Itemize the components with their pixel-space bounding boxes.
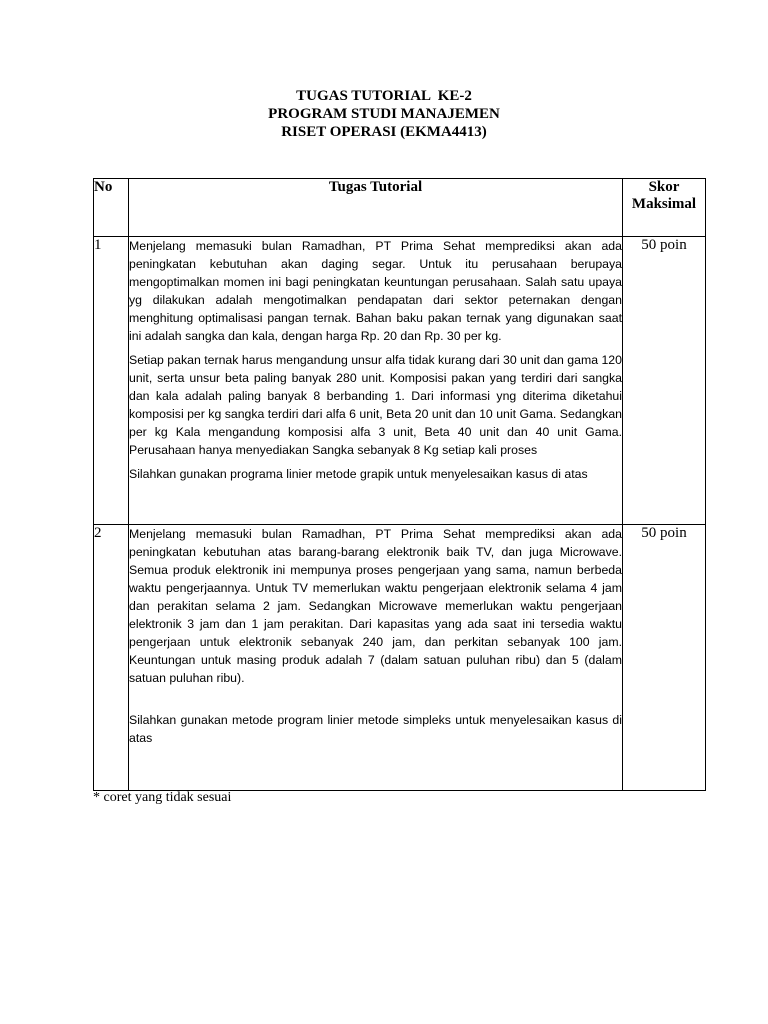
header-task: Tugas Tutorial (129, 179, 623, 237)
title-line-1: TUGAS TUTORIAL KE-2 (296, 88, 472, 104)
row-number: 2 (94, 525, 129, 791)
header-score: Skor Maksimal (623, 179, 706, 237)
footnote: * coret yang tidak sesuai (93, 790, 232, 805)
row-number: 1 (94, 237, 129, 525)
table-row (94, 525, 706, 791)
task-paragraph: Menjelang memasuki bulan Ramadhan, PT Prima Sehat memprediksi akan ada peningkatan kebutuhan atas barang-barang elektronik baik TV, dan juga Microwave. Semua produk elektronik ini mempunya proses pengerjaan yang sama, namun berbeda waktu pengerjaannya. Untuk TV memerlukan waktu pengerjaan elektronik selama 4 jam dan perakitan selama 2 jam. Sedangkan Microwave memerlukan waktu pengerjaan elektronik 3 jam dan 1 jam perakitan. Dari kapasitas yang ada saat ini tersedia waktu pengerjaan untuk elektronik sebanyak 240 jam, dan perkitan sebanyak 100 jam. Keuntungan untuk masing produk adalah 7 (dalam satuan puluhan ribu) dan 5 (dalam satuan puluhan ribu). (129, 527, 622, 685)
document-title (0, 87, 768, 141)
header-no: No (94, 179, 129, 237)
tutorial-task-table (93, 178, 706, 791)
title-line-2: PROGRAM STUDI MANAJEMEN (268, 106, 500, 122)
title-line-3: RISET OPERASI (EKMA4413) (281, 124, 487, 140)
task-paragraph: Setiap pakan ternak harus mengandung unsur alfa tidak kurang dari 30 unit dan gama 120 unit, serta unsur beta paling banyak 280 unit. Komposisi pakan yang terdiri dari sangka dan kala adalah paling banyak 8 berbanding 1. Dari informasi yng diterima diketahui komposisi per kg sangka terdiri dari alfa 6 unit, Beta 20 unit dan 10 unit Gama. Sedangkan per kg Kala mengandung komposisi alfa 3 unit, Beta 40 unit dan 40 unit Gama. Perusahaan hanya menyediakan Sangka sebanyak 8 Kg setiap kali proses (129, 353, 622, 457)
table-header-row (94, 179, 706, 237)
task-description (129, 525, 623, 791)
max-score: 50 poin (623, 525, 706, 791)
max-score: 50 poin (623, 237, 706, 525)
task-paragraph: Silahkan gunakan metode program linier metode simpleks untuk menyelesaikan kasus di atas (129, 713, 622, 745)
task-paragraph: Silahkan gunakan programa linier metode grapik untuk menyelesaikan kasus di atas (129, 467, 588, 481)
task-paragraph: Menjelang memasuki bulan Ramadhan, PT Prima Sehat memprediksi akan ada peningkatan kebutuhan akan daging segar. Untuk itu perusahaan berupaya mengoptimalkan momen ini bagi peningkatan keuntungan perusahaan. Salah satu upaya yg dilakukan adalah mengotimalkan pendapatan dari sektor peternakan dengan menghitung optimalisasi pangan ternak. Bahan baku pakan ternak yang digunakan saat ini adalah sangka dan kala, dengan harga Rp. 20 dan Rp. 30 per kg. (129, 239, 622, 343)
blank-line (129, 693, 622, 711)
task-description (129, 237, 623, 525)
table-row (94, 237, 706, 525)
